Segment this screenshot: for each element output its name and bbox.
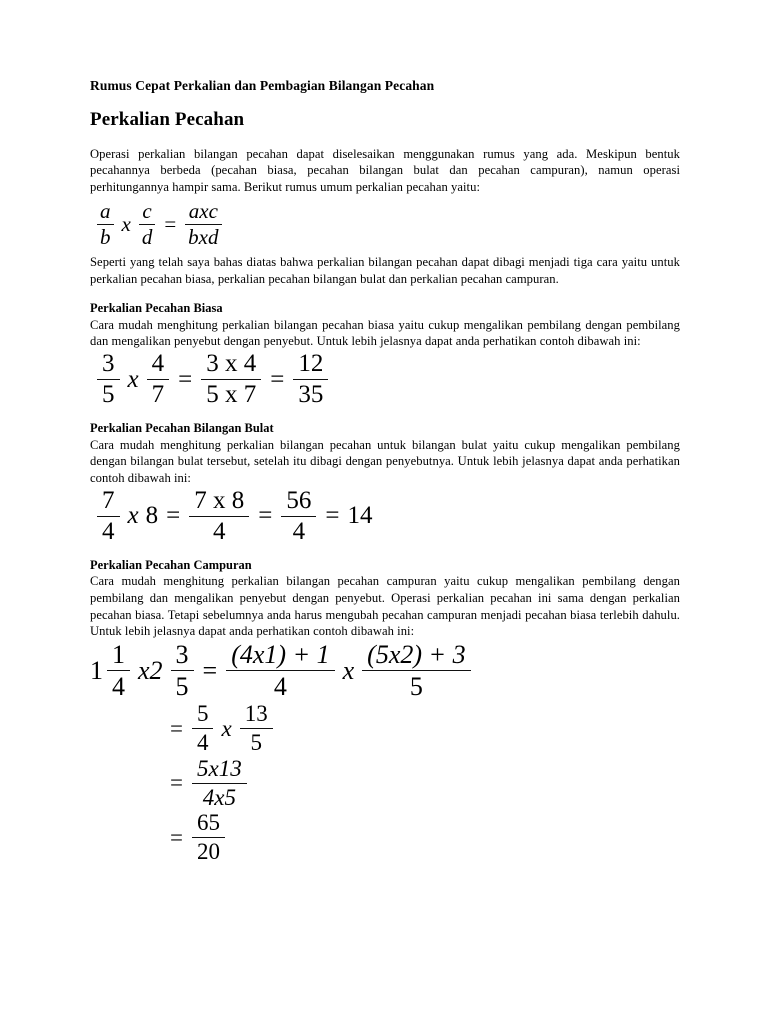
denominator: 5 x 7 (206, 381, 257, 409)
denominator: 5 (250, 730, 262, 756)
fraction-bar (281, 516, 316, 517)
numerator: 3 x 4 (206, 350, 257, 378)
mixed-number-1 (90, 640, 133, 701)
fraction-1-over-4 (107, 640, 130, 701)
denominator: 4 (273, 672, 287, 702)
numerator: 56 (286, 486, 312, 514)
paragraph-perkalian-pecahan-campuran: Cara mudah menghitung perkalian bilangan pecahan campuran yaitu cukup mengalikan pembilang dengan pembilang dan mengalikan penyebut dengan penyebut. Operasi perkalian pecahan ini sama dengan perkalian pecahan biasa. Tetapi sebelumnya anda harus mengubah pecahan campuran menjadi pecahan biasa terlebih dahulu. Untuk lebih jelasnya dapat anda perhatikan contoh dibawah ini: (90, 574, 680, 639)
numerator: 7 (102, 486, 115, 514)
fraction-4-over-7 (147, 350, 170, 409)
fraction-bar (97, 516, 120, 517)
numerator: 65 (196, 810, 220, 836)
numerator: 5x13 (196, 755, 242, 781)
equals-sign: = (170, 715, 183, 741)
fraction-bar (192, 783, 247, 784)
numerator: a (100, 198, 111, 223)
numerator: 12 (298, 350, 324, 378)
formula-pecahan-campuran-line2 (90, 701, 680, 756)
denominator: 35 (298, 381, 324, 409)
document-title: Rumus Cepat Perkalian dan Pembagian Bilangan Pecahan (90, 78, 435, 93)
denominator: bxd (188, 225, 219, 250)
equals-sign: = (166, 502, 181, 530)
denominator: 5 (409, 672, 423, 702)
denominator: 7 (151, 381, 165, 409)
equals-sign: = (170, 770, 183, 796)
fraction-converted-2 (362, 640, 470, 701)
fraction-65-over-20 (192, 810, 225, 865)
denominator: 4 (292, 517, 306, 545)
formula-general (90, 200, 680, 250)
numerator: 4 (151, 350, 165, 378)
subheading-perkalian-pecahan-bilangan-bulat: Perkalian Pecahan Bilangan Bulat (90, 421, 274, 436)
multiplication-operator: x (121, 212, 131, 237)
after-formula-paragraph: Seperti yang telah saya bahas diatas bahwa perkalian bilangan pecahan dapat dibagi menjadi tiga cara yaitu untuk perkalian pecahan biasa, perkalian pecahan bilangan bulat dan perkalian pecahan campuran. (90, 254, 680, 286)
formula-pecahan-campuran-line4 (90, 810, 680, 865)
denominator: b (100, 225, 111, 250)
fraction-bar (107, 670, 130, 671)
denominator: 4 (112, 672, 125, 702)
denominator: 5 (175, 672, 189, 702)
numerator: 1 (112, 640, 125, 670)
equals-sign: = (270, 365, 285, 393)
fraction-3-over-5 (97, 350, 120, 409)
denominator: 5 (102, 381, 115, 409)
numerator: 7 x 8 (194, 486, 245, 514)
equals-sign: = (258, 502, 273, 530)
formula-pecahan-bilangan-bulat (90, 487, 680, 546)
fraction-13-over-5 (240, 701, 273, 756)
fraction-3-over-5 (171, 640, 194, 701)
fraction-bar (362, 670, 470, 671)
fraction-converted-1 (226, 640, 334, 701)
equals-sign: = (178, 365, 193, 393)
denominator: 4x5 (202, 784, 236, 810)
subheading-perkalian-pecahan-biasa: Perkalian Pecahan Biasa (90, 301, 223, 316)
fraction-bar (147, 379, 170, 380)
equals-sign: = (325, 502, 340, 530)
final-result: 14 (347, 502, 373, 530)
fraction-a-over-b (97, 200, 114, 250)
multiplication-operator: x (221, 715, 232, 741)
fraction-bar (201, 379, 261, 380)
fraction-bar (192, 728, 214, 729)
intro-paragraph: Operasi perkalian bilangan pecahan dapat diselesaikan menggunakan rumus yang ada. Meskipun bentuk pecahannya berbeda (pecahan biasa, pecahan bilangan bulat dan pecahan campuran), namun operasi perhitungannya hampir sama. Berikut rumus umum perkalian pecahan yaitu: (90, 146, 680, 195)
subheading-perkalian-pecahan-campuran: Perkalian Pecahan Campuran (90, 557, 252, 572)
paragraph-perkalian-pecahan-bilangan-bulat: Cara mudah menghitung perkalian bilangan pecahan untuk bilangan bulat yaitu cukup mengalikan pembilang dengan bilangan bulat tersebut, setelah itu dibagi dengan penyebutnya. Untuk lebih jelasnya dapat anda perhatikan contoh dibawah ini: (90, 437, 680, 486)
denominator: 4 (212, 517, 226, 545)
fraction-bar (226, 670, 334, 671)
fraction-bar (240, 728, 273, 729)
whole-part: 1 (90, 655, 103, 685)
numerator: (5x2) + 3 (367, 640, 466, 670)
fraction-bar (97, 379, 120, 380)
paragraph-perkalian-pecahan-biasa: Cara mudah menghitung perkalian bilangan pecahan biasa yaitu cukup mengalikan pembilang dengan pembilang dan mengalikan penyebut dengan penyebut. Untuk lebih jelasnya dapat anda perhatikan contoh dibawah ini: (90, 317, 680, 349)
fraction-c-over-d (139, 200, 156, 250)
denominator: 20 (196, 839, 220, 865)
equals-sign: = (202, 655, 218, 685)
fraction-5x13-over-4x5 (192, 756, 247, 811)
fraction-result (185, 200, 221, 250)
formula-pecahan-campuran-line1 (90, 640, 680, 701)
formula-pecahan-campuran-line3 (90, 756, 680, 811)
multiplication-operator: x (127, 365, 139, 393)
equals-sign: = (170, 824, 183, 850)
fraction-12-over-35 (293, 350, 328, 409)
numerator: 13 (244, 701, 268, 727)
whole-number: 8 (145, 502, 159, 530)
fraction-56-over-4 (281, 487, 316, 546)
fraction-product-expanded (189, 487, 249, 546)
numerator: c (142, 198, 152, 223)
equals-sign: = (164, 212, 177, 237)
fraction-5-over-4 (192, 701, 214, 756)
fraction-bar (171, 670, 194, 671)
fraction-bar (189, 516, 249, 517)
denominator: 4 (196, 730, 209, 756)
section-heading-perkalian-pecahan: Perkalian Pecahan (90, 108, 245, 130)
multiplication-operator: x (342, 655, 355, 685)
denominator: d (141, 225, 153, 250)
multiplication-operator-with-whole: x2 (138, 655, 163, 685)
numerator: 3 (175, 640, 189, 670)
fraction-product-expanded (201, 350, 261, 409)
formula-pecahan-biasa (90, 350, 680, 409)
numerator: axc (188, 198, 218, 223)
denominator: 4 (102, 517, 115, 545)
numerator: (4x1) + 1 (231, 640, 330, 670)
multiplication-operator: x (127, 502, 139, 530)
fraction-7-over-4 (97, 487, 120, 546)
fraction-bar (293, 379, 328, 380)
numerator: 5 (196, 701, 209, 727)
numerator: 3 (102, 350, 115, 378)
fraction-bar (192, 837, 225, 838)
